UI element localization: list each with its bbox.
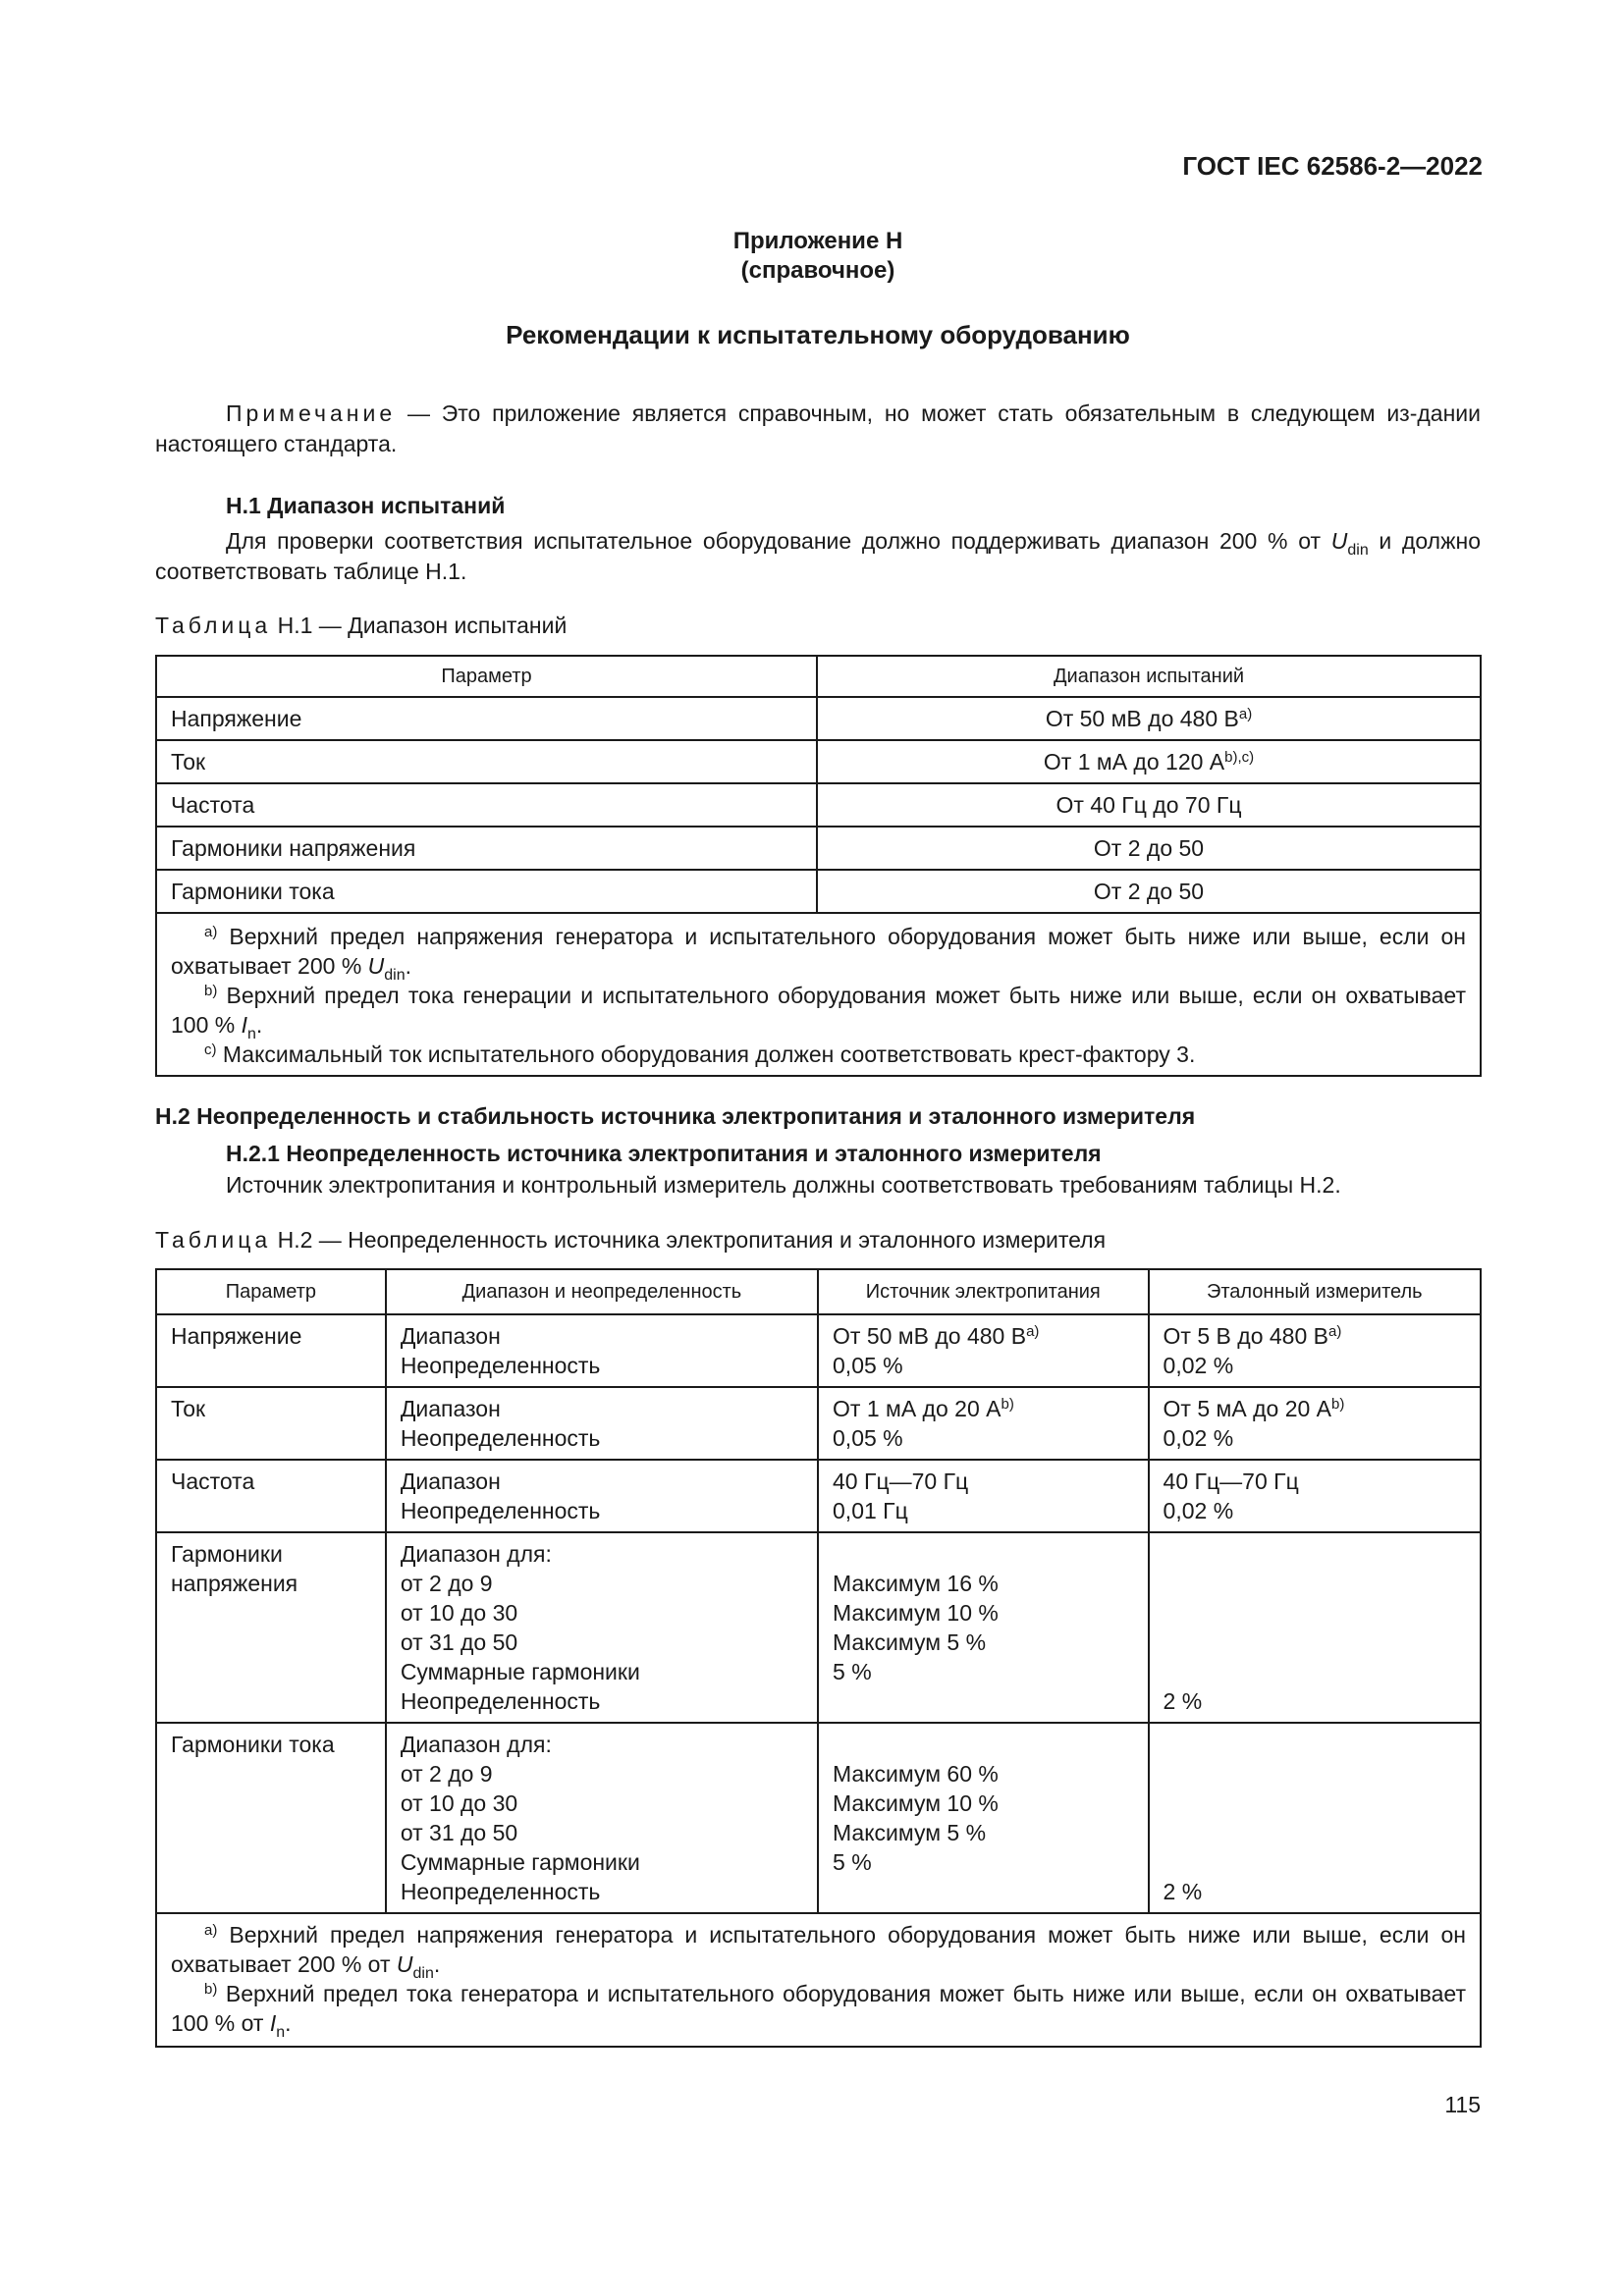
value-line (1164, 1351, 1466, 1380)
value-line (1164, 1598, 1466, 1628)
table1-caption (155, 611, 1481, 641)
footnote-mark: b) (204, 1981, 218, 1998)
table-row (156, 1460, 1481, 1532)
footnote-a (171, 1920, 1466, 1982)
range-line: Диапазон для: (400, 1732, 552, 1757)
value-line (833, 1730, 1134, 1759)
range-value: От 1 мА до 120 А (1043, 749, 1225, 774)
table-row (156, 1532, 1481, 1723)
value-text: От 5 В до 480 В (1163, 1323, 1328, 1349)
param-line: Гармоники (171, 1541, 283, 1567)
range-line: Диапазон (400, 1396, 501, 1421)
param-cell: Напряжение (156, 697, 817, 740)
value-text: 5 % (833, 1659, 872, 1684)
value-line (1164, 1496, 1466, 1525)
range-cell (817, 827, 1481, 870)
param-cell: Гармоники напряжения (156, 827, 817, 870)
range-line: Неопределенность (400, 1353, 601, 1378)
range-cell (817, 783, 1481, 827)
value-text: От 50 мВ до 480 В (833, 1323, 1027, 1349)
range-line: от 31 до 50 (400, 1820, 518, 1845)
value-line (1164, 1847, 1466, 1877)
range-line: Неопределенность (400, 1879, 601, 1904)
param-line: Напряжение (171, 1323, 302, 1349)
value-text: От 1 мА до 20 А (833, 1396, 1001, 1421)
footnote-b (171, 981, 1466, 1040)
range-value: От 50 мВ до 480 В (1045, 706, 1239, 731)
value-text: 0,01 Гц (833, 1498, 908, 1523)
param-cell (156, 1532, 386, 1723)
table-h2 (155, 1268, 1482, 2048)
note-label: Примечание (226, 400, 397, 426)
reference-cell (1149, 1387, 1481, 1460)
reference-cell (1149, 1723, 1481, 1913)
range-cell (386, 1460, 818, 1532)
u-din-subscript: din (412, 1965, 434, 1982)
footnote-c (171, 1040, 1466, 1069)
value-text: 0,02 % (1163, 1498, 1234, 1523)
section-h1-paragraph (155, 526, 1481, 587)
param-line: напряжения (171, 1571, 298, 1596)
footnote-end: . (255, 1012, 263, 1038)
footnote-text: Верхний предел тока генерации и испытательного оборудования может быть ниже или выше, если он охватывает 100 % (171, 983, 1466, 1038)
table-row (156, 1314, 1481, 1387)
u-din-symbol: U (367, 953, 385, 979)
value-line (833, 1818, 1134, 1847)
footnote-mark: a) (204, 1922, 218, 1939)
table-row (156, 740, 1481, 783)
table-row (156, 1723, 1481, 1913)
h1-para-text-end: и должно соответствовать таблице Н.1. (155, 528, 1481, 584)
table-footnotes-row (156, 1913, 1481, 2047)
table1-caption-label: Таблица (155, 613, 272, 638)
value-line (833, 1496, 1134, 1525)
column-header: Эталонный измеритель (1149, 1269, 1481, 1314)
range-line: Неопределенность (400, 1688, 601, 1714)
range-line: Неопределенность (400, 1425, 601, 1451)
value-line (1164, 1789, 1466, 1818)
value-line (1164, 1394, 1466, 1423)
column-header: Диапазон и неопределенность (386, 1269, 818, 1314)
source-cell (818, 1314, 1149, 1387)
i-n-symbol: I (241, 1012, 247, 1038)
table-row (156, 697, 1481, 740)
footnote-b (171, 1979, 1466, 2041)
range-cell (386, 1532, 818, 1723)
footnote-ref: a) (1238, 706, 1253, 722)
section-h21-paragraph: Источник электропитания и контрольный измеритель должны соответствовать требованиям таблицы Н.2. (226, 1172, 1341, 1198)
param-cell: Гармоники тока (156, 870, 817, 913)
value-line (833, 1877, 1134, 1906)
footnote-ref: b) (1001, 1396, 1014, 1413)
value-line (833, 1351, 1134, 1380)
u-din-symbol: U (396, 1951, 413, 1977)
footnote-mark: b) (204, 983, 218, 999)
table2-caption (155, 1225, 1481, 1255)
range-cell (386, 1723, 818, 1913)
param-cell (156, 1460, 386, 1532)
table-footnotes-row (156, 913, 1481, 1076)
column-header: Параметр (156, 1269, 386, 1314)
table-h1 (155, 655, 1482, 1077)
value-line (833, 1321, 1134, 1351)
footnote-ref: b) (1331, 1396, 1345, 1413)
table-row (156, 1387, 1481, 1460)
value-line (833, 1394, 1134, 1423)
column-header: Диапазон испытаний (817, 656, 1481, 697)
value-line (1164, 1569, 1466, 1598)
value-text: 40 Гц—70 Гц (1163, 1468, 1299, 1494)
param-cell: Ток (156, 740, 817, 783)
value-text: Максимум 5 % (833, 1629, 987, 1655)
table-row (156, 783, 1481, 827)
footnote-mark: c) (204, 1041, 217, 1058)
table2-caption-label: Таблица (155, 1227, 272, 1253)
footnote-text: Верхний предел напряжения генератора и испытательного оборудования может быть ниже или выше, если он охватывает 200 % от (171, 1922, 1466, 1977)
table2-footnotes (156, 1913, 1481, 2047)
footnote-text: Верхний предел тока генератора и испытательного оборудования может быть ниже или выше, если он охватывает 100 % от (171, 1981, 1466, 2036)
range-cell (386, 1314, 818, 1387)
value-line (833, 1569, 1134, 1598)
param-cell (156, 1314, 386, 1387)
footnote-text: Максимальный ток испытательного оборудования должен соответствовать крест-фактору 3. (216, 1041, 1196, 1067)
range-line: от 10 до 30 (400, 1600, 518, 1626)
range-line: Суммарные гармоники (400, 1659, 640, 1684)
page-number: 115 (1444, 2092, 1481, 2117)
source-cell (818, 1460, 1149, 1532)
value-text: 0,02 % (1163, 1353, 1234, 1378)
footnote-a (171, 922, 1466, 984)
standard-designation: ГОСТ IEC 62586-2—2022 (1182, 151, 1483, 181)
value-text: 2 % (1163, 1879, 1203, 1904)
value-text: 40 Гц—70 Гц (833, 1468, 969, 1494)
value-line (1164, 1759, 1466, 1789)
value-line (833, 1847, 1134, 1877)
footnote-ref: a) (1327, 1323, 1342, 1340)
value-line (1164, 1657, 1466, 1686)
footnote-text: Верхний предел напряжения генератора и испытательного оборудования может быть ниже или выше, если он охватывает 200 % (171, 924, 1466, 979)
value-line (833, 1467, 1134, 1496)
range-line: Диапазон (400, 1323, 501, 1349)
column-header: Параметр (156, 656, 817, 697)
u-din-subscript: din (384, 967, 406, 984)
source-cell (818, 1532, 1149, 1723)
range-cell (817, 740, 1481, 783)
param-cell (156, 1723, 386, 1913)
column-header: Источник электропитания (818, 1269, 1149, 1314)
annex-note (155, 399, 1481, 459)
table-row (156, 870, 1481, 913)
table2-caption-text: Н.2 — Неопределенность источника электропитания и эталонного измерителя (277, 1227, 1107, 1253)
source-cell (818, 1723, 1149, 1913)
value-text: 0,05 % (833, 1353, 903, 1378)
reference-cell (1149, 1532, 1481, 1723)
annex-status: (справочное) (740, 257, 895, 284)
table1-caption-text: Н.1 — Диапазон испытаний (277, 613, 568, 638)
range-value: От 2 до 50 (1093, 879, 1205, 904)
footnote-ref: a) (1026, 1323, 1040, 1340)
footnote-ref: b),c) (1224, 749, 1255, 766)
value-line (1164, 1321, 1466, 1351)
range-value: От 40 Гц до 70 Гц (1056, 792, 1242, 818)
range-line: Диапазон для: (400, 1541, 552, 1567)
value-line (1164, 1730, 1466, 1759)
value-text: 5 % (833, 1849, 872, 1875)
value-text: Максимум 16 % (833, 1571, 999, 1596)
section-h2-heading: Н.2 Неопределенность и стабильность источника электропитания и эталонного измерителя (155, 1103, 1196, 1129)
u-din-symbol: U (1330, 528, 1348, 554)
value-line (833, 1423, 1134, 1453)
value-line (833, 1539, 1134, 1569)
value-text: 0,02 % (1163, 1425, 1234, 1451)
table-header-row (156, 656, 1481, 697)
value-text: Максимум 60 % (833, 1761, 999, 1787)
value-line (833, 1598, 1134, 1628)
annex-label: Приложение Н (732, 228, 903, 254)
value-line (833, 1657, 1134, 1686)
footnote-mark: a) (204, 924, 218, 940)
param-cell: Частота (156, 783, 817, 827)
table1-footnotes (156, 913, 1481, 1076)
value-line (833, 1628, 1134, 1657)
footnote-end: . (405, 953, 412, 979)
param-line: Частота (171, 1468, 255, 1494)
value-text: 0,05 % (833, 1425, 903, 1451)
value-line (1164, 1877, 1466, 1906)
range-cell (817, 697, 1481, 740)
value-line (833, 1789, 1134, 1818)
annex-title: Рекомендации к испытательному оборудованию (506, 320, 1130, 349)
range-cell (386, 1387, 818, 1460)
value-line (1164, 1423, 1466, 1453)
range-cell (817, 870, 1481, 913)
reference-cell (1149, 1460, 1481, 1532)
i-n-subscript: n (247, 1026, 256, 1042)
range-line: Суммарные гармоники (400, 1849, 640, 1875)
value-line (833, 1686, 1134, 1716)
i-n-subscript: n (276, 2024, 286, 2041)
source-cell (818, 1387, 1149, 1460)
range-value: От 2 до 50 (1093, 835, 1205, 861)
range-line: Неопределенность (400, 1498, 601, 1523)
range-line: от 31 до 50 (400, 1629, 518, 1655)
value-line (1164, 1628, 1466, 1657)
range-line: Диапазон (400, 1468, 501, 1494)
value-text: От 5 мА до 20 А (1163, 1396, 1332, 1421)
table-row (156, 827, 1481, 870)
note-text: — Это приложение является справочным, но может стать обязательным в следующем из-дании настоящего стандарта. (155, 400, 1481, 456)
section-h1-heading: Н.1 Диапазон испытаний (226, 493, 506, 518)
value-line (833, 1759, 1134, 1789)
param-line: Ток (171, 1396, 206, 1421)
range-line: от 2 до 9 (400, 1571, 493, 1596)
value-line (1164, 1539, 1466, 1569)
u-din-subscript: din (1347, 542, 1369, 559)
range-line: от 10 до 30 (400, 1790, 518, 1816)
value-text: 2 % (1163, 1688, 1203, 1714)
param-cell (156, 1387, 386, 1460)
value-text: Максимум 10 % (833, 1790, 999, 1816)
range-line: от 2 до 9 (400, 1761, 493, 1787)
table-header-row (156, 1269, 1481, 1314)
value-text: Максимум 5 % (833, 1820, 987, 1845)
i-n-symbol: I (269, 2010, 277, 2036)
footnote-end: . (433, 1951, 441, 1977)
reference-cell (1149, 1314, 1481, 1387)
value-line (1164, 1467, 1466, 1496)
value-text: Максимум 10 % (833, 1600, 999, 1626)
section-h21-heading: Н.2.1 Неопределенность источника электропитания и эталонного измерителя (226, 1141, 1102, 1166)
param-line: Гармоники тока (171, 1732, 335, 1757)
h1-para-text: Для проверки соответствия испытательное оборудование должно поддерживать диапазон 200 % от (226, 528, 1331, 554)
footnote-end: . (285, 2010, 292, 2036)
value-line (1164, 1818, 1466, 1847)
value-line (1164, 1686, 1466, 1716)
